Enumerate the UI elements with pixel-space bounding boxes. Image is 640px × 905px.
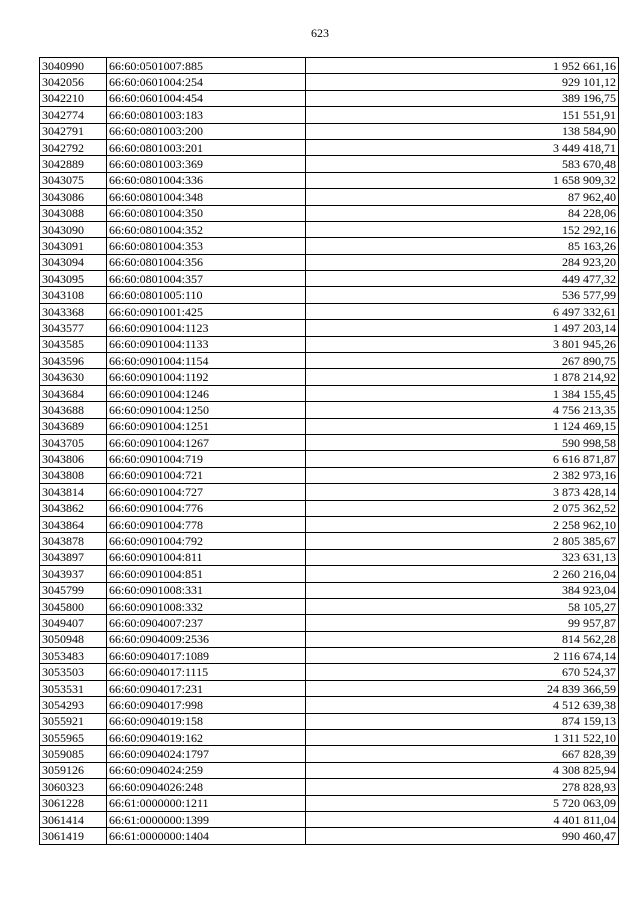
- cadastral-number-cell: 66:60:0901008:331: [107, 582, 306, 598]
- table-row: [40, 189, 619, 205]
- table-row: [40, 320, 619, 336]
- row-id-cell: 3043937: [40, 566, 107, 582]
- cadastral-value-cell: 84 228,06: [306, 205, 619, 221]
- cadastral-number-cell: 66:60:0904019:162: [107, 730, 306, 746]
- cadastral-value-cell: 85 163,26: [306, 238, 619, 254]
- table-row: [40, 664, 619, 680]
- table-row: [40, 107, 619, 123]
- cadastral-number-cell: 66:60:0901008:332: [107, 598, 306, 614]
- cadastral-value-cell: 6 616 871,87: [306, 451, 619, 467]
- cadastral-value-cell: 929 101,12: [306, 74, 619, 90]
- row-id-cell: 3061419: [40, 828, 107, 844]
- table-row: [40, 566, 619, 582]
- table-row: [40, 336, 619, 352]
- cadastral-number-cell: 66:60:0801003:200: [107, 123, 306, 139]
- cadastral-value-cell: 670 524,37: [306, 664, 619, 680]
- cadastral-value-cell: 583 670,48: [306, 156, 619, 172]
- cadastral-number-cell: 66:60:0901004:1267: [107, 434, 306, 450]
- cadastral-number-cell: 66:60:0904026:248: [107, 779, 306, 795]
- cadastral-number-cell: 66:60:0801004:357: [107, 271, 306, 287]
- cadastral-number-cell: 66:60:0901004:778: [107, 516, 306, 532]
- cadastral-value-cell: 99 957,87: [306, 615, 619, 631]
- cadastral-value-cell: 1 311 522,10: [306, 730, 619, 746]
- row-id-cell: 3043368: [40, 303, 107, 319]
- table-row: [40, 451, 619, 467]
- row-id-cell: 3043897: [40, 549, 107, 565]
- cadastral-value-cell: 590 998,58: [306, 434, 619, 450]
- cadastral-value-cell: 284 923,20: [306, 254, 619, 270]
- table-row: [40, 467, 619, 483]
- cadastral-number-cell: 66:60:0901004:792: [107, 533, 306, 549]
- row-id-cell: 3042210: [40, 90, 107, 106]
- cadastral-value-cell: 1 384 155,45: [306, 385, 619, 401]
- cadastral-value-cell: 1 658 909,32: [306, 172, 619, 188]
- cadastral-number-cell: 66:60:0801005:110: [107, 287, 306, 303]
- cadastral-value-cell: 3 873 428,14: [306, 484, 619, 500]
- cadastral-number-cell: 66:60:0901004:811: [107, 549, 306, 565]
- row-id-cell: 3043095: [40, 271, 107, 287]
- cadastral-number-cell: 66:60:0901004:1251: [107, 418, 306, 434]
- cadastral-value-cell: 2 075 362,52: [306, 500, 619, 516]
- cadastral-value-cell: 138 584,90: [306, 123, 619, 139]
- cadastral-number-cell: 66:60:0904017:998: [107, 697, 306, 713]
- cadastral-number-cell: 66:60:0801003:183: [107, 107, 306, 123]
- table-row: [40, 811, 619, 827]
- table-row: [40, 697, 619, 713]
- cadastral-value-cell: 4 512 639,38: [306, 697, 619, 713]
- cadastral-number-cell: 66:60:0904019:158: [107, 713, 306, 729]
- row-id-cell: 3043577: [40, 320, 107, 336]
- cadastral-number-cell: 66:60:0801004:356: [107, 254, 306, 270]
- table-row: [40, 631, 619, 647]
- cadastral-number-cell: 66:61:0000000:1399: [107, 811, 306, 827]
- cadastral-value-cell: 4 756 213,35: [306, 402, 619, 418]
- row-id-cell: 3042792: [40, 139, 107, 155]
- table-row: [40, 303, 619, 319]
- row-id-cell: 3043596: [40, 353, 107, 369]
- cadastral-value-cell: 58 105,27: [306, 598, 619, 614]
- table-row: [40, 549, 619, 565]
- table-row: [40, 402, 619, 418]
- table-body: [40, 58, 619, 845]
- cadastral-value-cell: 278 828,93: [306, 779, 619, 795]
- table-row: [40, 418, 619, 434]
- cadastral-value-cell: 87 962,40: [306, 189, 619, 205]
- row-id-cell: 3061414: [40, 811, 107, 827]
- cadastral-value-cell: 384 923,04: [306, 582, 619, 598]
- cadastral-number-cell: 66:60:0601004:454: [107, 90, 306, 106]
- cadastral-number-cell: 66:60:0501007:885: [107, 58, 306, 74]
- row-id-cell: 3043086: [40, 189, 107, 205]
- row-id-cell: 3050948: [40, 631, 107, 647]
- cadastral-number-cell: 66:60:0904024:259: [107, 762, 306, 778]
- row-id-cell: 3043814: [40, 484, 107, 500]
- row-id-cell: 3043088: [40, 205, 107, 221]
- table-row: [40, 648, 619, 664]
- row-id-cell: 3042791: [40, 123, 107, 139]
- cadastral-number-cell: 66:60:0801003:369: [107, 156, 306, 172]
- table-row: [40, 123, 619, 139]
- table-row: [40, 533, 619, 549]
- table-row: [40, 254, 619, 270]
- table-row: [40, 74, 619, 90]
- cadastral-value-cell: 5 720 063,09: [306, 795, 619, 811]
- row-id-cell: 3045799: [40, 582, 107, 598]
- cadastral-value-cell: 4 401 811,04: [306, 811, 619, 827]
- cadastral-number-cell: 66:60:0901004:1192: [107, 369, 306, 385]
- table-row: [40, 730, 619, 746]
- cadastral-value-cell: 667 828,39: [306, 746, 619, 762]
- table-row: [40, 762, 619, 778]
- cadastral-value-cell: 449 477,32: [306, 271, 619, 287]
- table-row: [40, 271, 619, 287]
- table-row: [40, 680, 619, 696]
- cadastral-number-cell: 66:60:0801004:353: [107, 238, 306, 254]
- cadastral-value-cell: 536 577,99: [306, 287, 619, 303]
- cadastral-value-cell: 1 124 469,15: [306, 418, 619, 434]
- cadastral-number-cell: 66:60:0904009:2536: [107, 631, 306, 647]
- row-id-cell: 3042774: [40, 107, 107, 123]
- table-row: [40, 172, 619, 188]
- row-id-cell: 3043688: [40, 402, 107, 418]
- cadastral-number-cell: 66:60:0901004:1123: [107, 320, 306, 336]
- cadastral-number-cell: 66:60:0801004:336: [107, 172, 306, 188]
- cadastral-value-cell: 323 631,13: [306, 549, 619, 565]
- cadastral-value-cell: 389 196,75: [306, 90, 619, 106]
- cadastral-value-cell: 1 497 203,14: [306, 320, 619, 336]
- row-id-cell: 3059126: [40, 762, 107, 778]
- row-id-cell: 3061228: [40, 795, 107, 811]
- row-id-cell: 3055921: [40, 713, 107, 729]
- table-row: [40, 713, 619, 729]
- table-row: [40, 746, 619, 762]
- table-row: [40, 369, 619, 385]
- cadastral-number-cell: 66:61:0000000:1211: [107, 795, 306, 811]
- row-id-cell: 3055965: [40, 730, 107, 746]
- row-id-cell: 3060323: [40, 779, 107, 795]
- row-id-cell: 3043808: [40, 467, 107, 483]
- page-number: 623: [311, 26, 329, 40]
- cadastral-value-cell: 1 878 214,92: [306, 369, 619, 385]
- row-id-cell: 3043864: [40, 516, 107, 532]
- cadastral-number-cell: 66:60:0901004:721: [107, 467, 306, 483]
- table-row: [40, 582, 619, 598]
- row-id-cell: 3043585: [40, 336, 107, 352]
- cadastral-value-cell: 990 460,47: [306, 828, 619, 844]
- cadastral-number-cell: 66:60:0901004:776: [107, 500, 306, 516]
- row-id-cell: 3049407: [40, 615, 107, 631]
- table-row: [40, 90, 619, 106]
- table-row: [40, 385, 619, 401]
- row-id-cell: 3043806: [40, 451, 107, 467]
- cadastral-value-cell: 3 801 945,26: [306, 336, 619, 352]
- cadastral-value-cell: 2 260 216,04: [306, 566, 619, 582]
- cadastral-number-cell: 66:60:0901004:719: [107, 451, 306, 467]
- cadastral-number-cell: 66:60:0904017:1089: [107, 648, 306, 664]
- cadastral-value-cell: 3 449 418,71: [306, 139, 619, 155]
- table-row: [40, 139, 619, 155]
- table-row: [40, 238, 619, 254]
- cadastral-value-cell: 2 382 973,16: [306, 467, 619, 483]
- cadastral-number-cell: 66:60:0901004:851: [107, 566, 306, 582]
- row-id-cell: 3043862: [40, 500, 107, 516]
- cadastral-number-cell: 66:60:0601004:254: [107, 74, 306, 90]
- row-id-cell: 3042056: [40, 74, 107, 90]
- cadastral-number-cell: 66:60:0901004:1250: [107, 402, 306, 418]
- table-row: [40, 156, 619, 172]
- cadastral-value-cell: 814 562,28: [306, 631, 619, 647]
- cadastral-value-cell: 2 805 385,67: [306, 533, 619, 549]
- cadastral-number-cell: 66:60:0904024:1797: [107, 746, 306, 762]
- cadastral-number-cell: 66:60:0801004:348: [107, 189, 306, 205]
- row-id-cell: 3043090: [40, 221, 107, 237]
- table-row: [40, 221, 619, 237]
- cadastral-number-cell: 66:60:0901004:727: [107, 484, 306, 500]
- cadastral-value-cell: 874 159,13: [306, 713, 619, 729]
- cadastral-number-cell: 66:60:0901001:425: [107, 303, 306, 319]
- cadastral-number-cell: 66:60:0901004:1246: [107, 385, 306, 401]
- table-row: [40, 205, 619, 221]
- row-id-cell: 3043094: [40, 254, 107, 270]
- row-id-cell: 3045800: [40, 598, 107, 614]
- row-id-cell: 3043075: [40, 172, 107, 188]
- row-id-cell: 3040990: [40, 58, 107, 74]
- table-row: [40, 287, 619, 303]
- cadastral-number-cell: 66:60:0801003:201: [107, 139, 306, 155]
- table-row: [40, 500, 619, 516]
- table-row: [40, 434, 619, 450]
- cadastral-number-cell: 66:60:0904007:237: [107, 615, 306, 631]
- cadastral-number-cell: 66:60:0901004:1154: [107, 353, 306, 369]
- row-id-cell: 3043091: [40, 238, 107, 254]
- cadastral-number-cell: 66:60:0904017:231: [107, 680, 306, 696]
- row-id-cell: 3043630: [40, 369, 107, 385]
- cadastral-value-cell: 151 551,91: [306, 107, 619, 123]
- cadastral-value-cell: 1 952 661,16: [306, 58, 619, 74]
- table-row: [40, 795, 619, 811]
- cadastral-number-cell: 66:61:0000000:1404: [107, 828, 306, 844]
- table-row: [40, 516, 619, 532]
- table-row: [40, 353, 619, 369]
- table-row: [40, 58, 619, 74]
- cadastral-number-cell: 66:60:0801004:350: [107, 205, 306, 221]
- row-id-cell: 3043108: [40, 287, 107, 303]
- cadastral-value-cell: 6 497 332,61: [306, 303, 619, 319]
- row-id-cell: 3042889: [40, 156, 107, 172]
- table-row: [40, 615, 619, 631]
- table-row: [40, 484, 619, 500]
- table-row: [40, 598, 619, 614]
- cadastral-number-cell: 66:60:0901004:1133: [107, 336, 306, 352]
- cadastral-value-cell: 4 308 825,94: [306, 762, 619, 778]
- row-id-cell: 3053483: [40, 648, 107, 664]
- cadastral-value-cell: 24 839 366,59: [306, 680, 619, 696]
- row-id-cell: 3053531: [40, 680, 107, 696]
- cadastral-value-cell: 152 292,16: [306, 221, 619, 237]
- row-id-cell: 3053503: [40, 664, 107, 680]
- cadastral-number-cell: 66:60:0904017:1115: [107, 664, 306, 680]
- table-row: [40, 779, 619, 795]
- cadastral-value-table: [39, 57, 619, 845]
- table-row: [40, 828, 619, 844]
- cadastral-value-cell: 2 116 674,14: [306, 648, 619, 664]
- cadastral-number-cell: 66:60:0801004:352: [107, 221, 306, 237]
- row-id-cell: 3043689: [40, 418, 107, 434]
- row-id-cell: 3043705: [40, 434, 107, 450]
- row-id-cell: 3054293: [40, 697, 107, 713]
- cadastral-value-cell: 267 890,75: [306, 353, 619, 369]
- row-id-cell: 3059085: [40, 746, 107, 762]
- cadastral-value-cell: 2 258 962,10: [306, 516, 619, 532]
- row-id-cell: 3043684: [40, 385, 107, 401]
- row-id-cell: 3043878: [40, 533, 107, 549]
